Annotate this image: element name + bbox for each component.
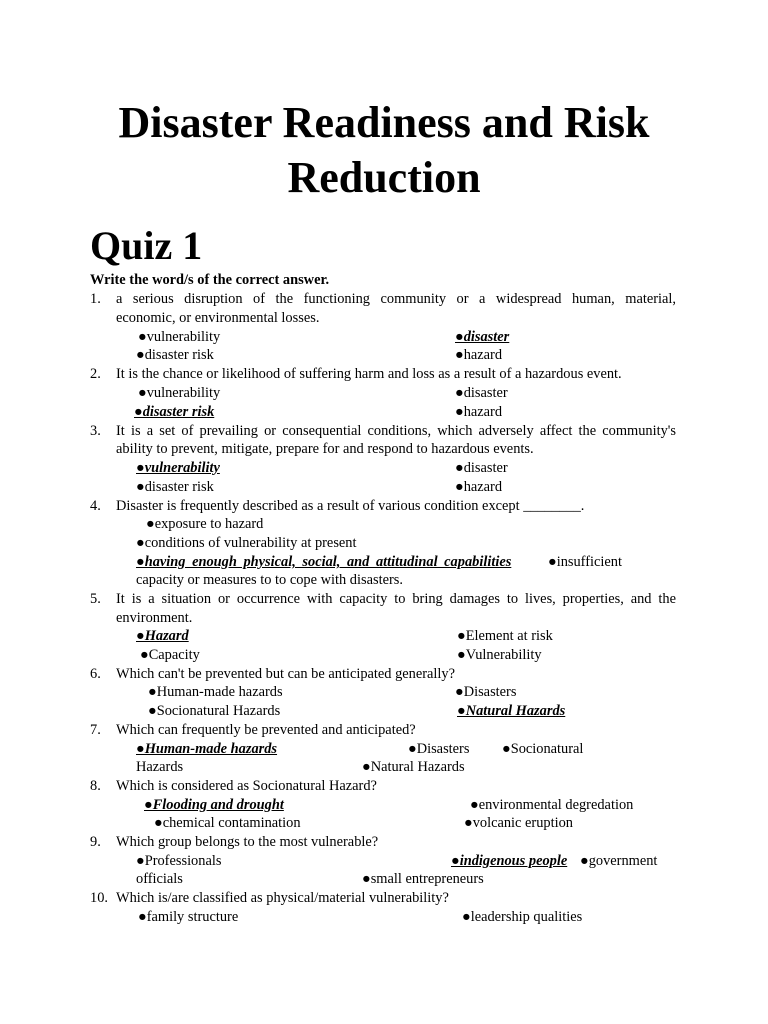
question-text: Disaster is frequently described as a result of various condition except ________.: [116, 498, 585, 514]
option: ●Socionatural: [502, 741, 584, 757]
option: ●Capacity: [140, 647, 200, 663]
question-text: It is the chance or likelihood of suffering harm and loss as a result of a hazardous event.: [116, 366, 622, 382]
question-number: 8.: [90, 778, 101, 794]
option: ●insufficient: [548, 554, 622, 570]
document-title-line-1: Disaster Readiness and Risk: [118, 98, 650, 147]
question-text: Which can frequently be prevented and anticipated?: [116, 722, 416, 738]
option: Hazards: [136, 759, 184, 775]
instruction-text: Write the word/s of the correct answer.: [90, 272, 330, 288]
option: ●exposure to hazard: [146, 516, 264, 532]
option: ●disaster: [455, 385, 508, 401]
option: ●volcanic eruption: [464, 815, 573, 831]
option-correct-answer: ●disaster: [455, 329, 510, 345]
option: ●Human-made hazards: [148, 684, 283, 700]
option: ●small entrepreneurs: [362, 871, 484, 887]
question-text: It is a situation or occurrence with capacity to bring damages to lives, properties, and the: [116, 591, 676, 607]
question-number: 2.: [90, 366, 101, 382]
quiz-heading: Quiz 1: [90, 223, 203, 268]
option-correct-answer: ●Natural Hazards: [457, 703, 566, 719]
question-text: a serious disruption of the functioning community or a widespread human, material,: [116, 291, 676, 307]
question-number: 9.: [90, 834, 101, 850]
question-text: Which can't be prevented but can be anticipated generally?: [116, 666, 456, 682]
option-correct-answer: ●having enough physical, social, and attitudinal capabilities: [136, 554, 512, 570]
option: ●Professionals: [136, 853, 222, 869]
option: ●Socionatural Hazards: [148, 703, 281, 719]
option: ●hazard: [455, 479, 503, 495]
option-correct-answer: ●vulnerability: [136, 460, 220, 476]
option: ●Element at risk: [457, 628, 553, 644]
question-text: ability to prevent, mitigate, prepare for and respond to hazardous events.: [116, 441, 534, 457]
question-text: Which is considered as Socionatural Hazard?: [116, 778, 377, 794]
option: ●vulnerability: [138, 385, 221, 401]
question-number: 7.: [90, 722, 101, 738]
option: officials: [136, 871, 183, 887]
option: ●disaster: [455, 460, 508, 476]
option-correct-answer: ●indigenous people: [451, 853, 568, 869]
option: ●government: [580, 853, 658, 869]
option: ●chemical contamination: [154, 815, 301, 831]
question-text: environment.: [116, 610, 193, 626]
option: capacity or measures to to cope with disasters.: [136, 572, 403, 588]
option: ●leadership qualities: [462, 909, 583, 925]
option: ●Vulnerability: [457, 647, 542, 663]
option: ●disaster risk: [136, 347, 214, 363]
option: ●disaster risk: [136, 479, 214, 495]
question-text: It is a set of prevailing or consequential conditions, which adversely affect the community's: [116, 423, 676, 439]
question-number: 3.: [90, 423, 101, 439]
option-correct-answer: ●Hazard: [136, 628, 189, 644]
question-text: economic, or environmental losses.: [116, 310, 320, 326]
option: ●vulnerability: [138, 329, 221, 345]
question-number: 6.: [90, 666, 101, 682]
option: ●Disasters: [455, 684, 517, 700]
option: ●Disasters: [408, 741, 470, 757]
document-title-line-2: Reduction: [287, 153, 481, 202]
option: ●hazard: [455, 404, 503, 420]
option: ●family structure: [138, 909, 239, 925]
question-number: 4.: [90, 498, 101, 514]
option-correct-answer: ●disaster risk: [134, 404, 215, 420]
question-text: Which is/are classified as physical/material vulnerability?: [116, 890, 449, 906]
question-number: 10.: [90, 890, 108, 906]
question-text: Which group belongs to the most vulnerable?: [116, 834, 379, 850]
option-correct-answer: ●Human-made hazards: [136, 741, 278, 757]
option-correct-answer: ●Flooding and drought: [144, 797, 284, 813]
option: ●hazard: [455, 347, 503, 363]
option: ●environmental degredation: [470, 797, 634, 813]
option: ●Natural Hazards: [362, 759, 465, 775]
question-number: 1.: [90, 291, 101, 307]
option: ●conditions of vulnerability at present: [136, 535, 357, 551]
question-number: 5.: [90, 591, 101, 607]
